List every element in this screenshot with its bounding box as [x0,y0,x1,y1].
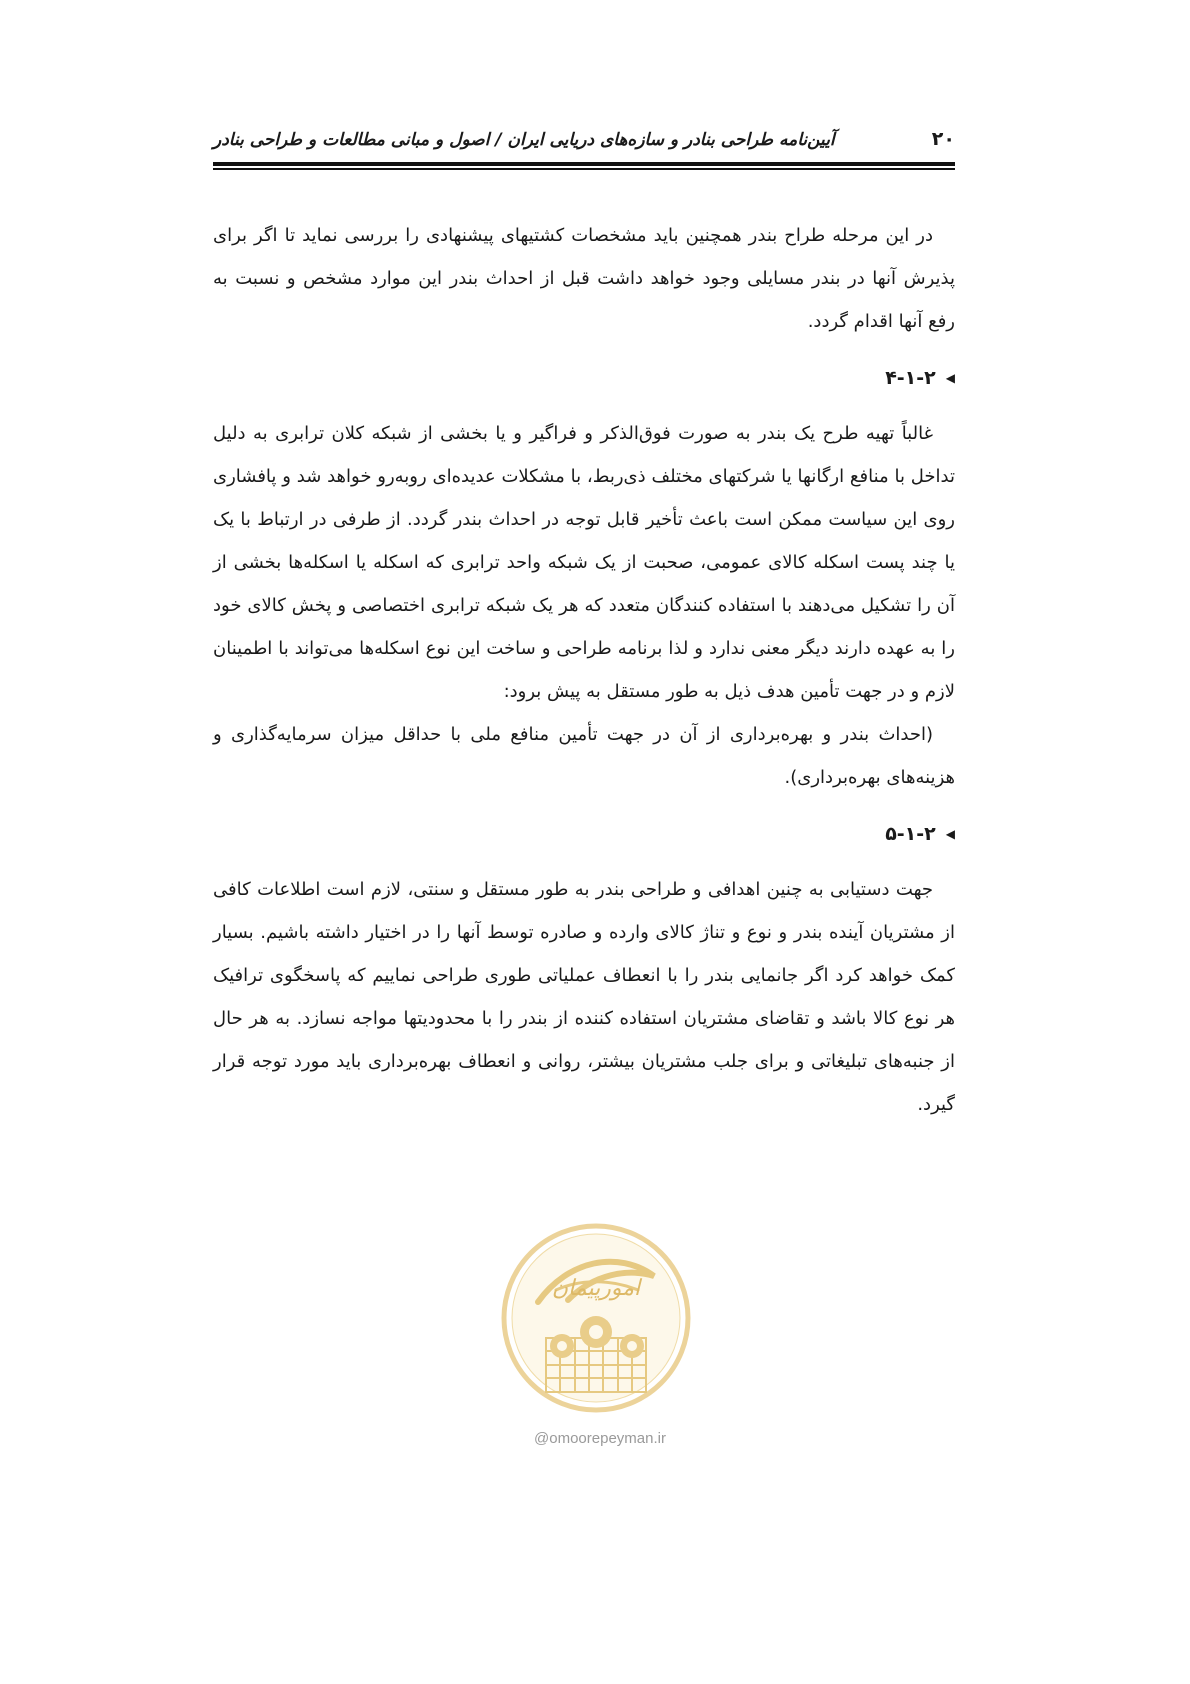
logo-text: امورپیمان [551,1276,641,1301]
triangle-marker-icon: ◀ [945,371,955,385]
page-header [213,128,955,162]
triangle-marker-icon: ◀ [945,827,955,841]
body-text [213,214,955,1126]
paragraph: (احداث بندر و بهره‌برداری از آن در جهت تأمین منافع ملی با حداقل میزان سرمایه‌گذاری و هزینه‌های بهره‌برداری). [213,724,955,788]
section-number: ۴-۱-۲ [885,367,936,389]
header-rule-thick [213,162,955,166]
paragraph: جهت دستیابی به چنین اهدافی و طراحی بندر به طور مستقل و سنتی، لازم است اطلاعات کافی از مشتریان آینده بندر و نوع و تناژ کالای وارده و صادره توسط آنها را در اختیار داشته باشیم. بسیار کمک خواهد کرد اگر جانمایی بندر را با انعطاف عملیاتی طوری طراحی نماییم که پاسخگوی ترافیک هر نوع کالا باشد و تقاضای مشتریان استفاده کننده از بندر را با محدودیتها مواجه نسازد. به هر حال از جنبه‌های تبلیغاتی و برای جلب مشتریان بیشتر، روانی و انعطاف بهره‌برداری باید مورد توجه قرار گیرد. [213,879,955,1115]
section-heading [213,357,955,400]
running-title: آیین‌نامه طراحی بنادر و سازه‌های دریایی ایران / اصول و مبانی مطالعات و طراحی بنادر [213,130,835,150]
at-icon: @ [534,1430,550,1447]
section-number: ۵-۱-۲ [885,823,936,845]
paragraph: در این مرحله طراح بندر همچنین باید مشخصات کشتیهای پیشنهادی را بررسی نماید تا اگر برای پذیرش آنها در بندر مسایلی وجود خواهد داشت قبل از احداث بندر این موارد مشخص و نسبت به رفع آنها اقدام گردد. [213,225,955,332]
seal-icon [498,1220,694,1416]
watermark-url [480,1430,720,1447]
section-heading [213,813,955,856]
page-number: ۲۰ [931,128,955,150]
watermark-url-text: omoorepeyman.ir [549,1430,666,1447]
paragraph: غالباً تهیه طرح یک بندر به صورت فوق‌الذکر و فراگیر و یا بخشی از شبکه کلان ترابری به دلیل تداخل با منافع ارگانها یا شرکتهای مختلف ذی‌ربط، با مشکلات عدیده‌ای روبه‌رو خواهد شد و پافشاری روی این سیاست ممکن است باعث تأخیر قابل توجه در احداث بندر گردد. از طرفی در ارتباط با یک یا چند پست اسکله کالای عمومی، صحبت از یک شبکه واحد ترابری که اسکله یا اسکله‌ها بخشی از آن را تشکیل می‌دهند با استفاده کنندگان متعدد که هر یک شبکه ترابری اختصاصی و پخش کالای خود را به عهده دارند دیگر معنی ندارد و لذا برنامه طراحی و ساخت این نوع اسکله‌ها می‌تواند با اطمینان لازم و در جهت تأمین هدف ذیل به طور مستقل به پیش برود: [213,423,955,702]
watermark-logo [498,1220,694,1416]
header-rule-thin [213,168,955,170]
